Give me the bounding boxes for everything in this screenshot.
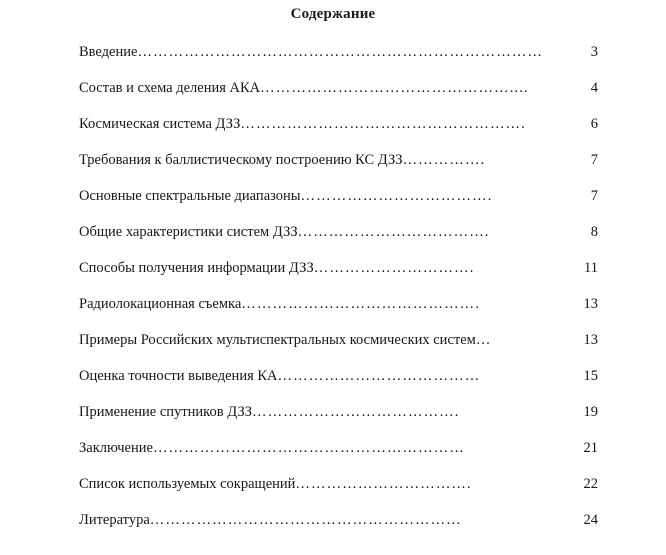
toc-entry-leader: ……………. bbox=[402, 153, 486, 168]
toc-entry-page-number: 24 bbox=[583, 513, 598, 528]
page-title: Содержание bbox=[290, 6, 376, 22]
toc-entry[interactable] bbox=[79, 45, 598, 81]
toc-entry-page-number: 13 bbox=[583, 297, 598, 312]
toc-entry-label: Основные спектральные диапазоны bbox=[79, 189, 301, 204]
toc-entry-leader: ………………………………. bbox=[297, 225, 490, 240]
toc-entry[interactable] bbox=[79, 405, 598, 441]
toc-entry-leader: ………………………………… bbox=[277, 369, 481, 384]
toc-entry-page-number: 13 bbox=[583, 333, 598, 348]
toc-entry-label: Литература bbox=[79, 513, 150, 528]
toc-entry-page-number: 4 bbox=[590, 81, 598, 96]
toc-entry-label: Оценка точности выведения КА bbox=[79, 369, 278, 384]
toc-entry-leader: … bbox=[475, 333, 492, 348]
toc-entry-label: Примеры Российских мультиспектральных космических систем bbox=[79, 333, 476, 348]
toc-entry-label: Заключение bbox=[79, 441, 153, 456]
toc-entry-page-number: 15 bbox=[583, 369, 598, 384]
toc-entry-leader: ………………………………. bbox=[300, 189, 493, 204]
toc-entry-leader: …………………………………………………………………… bbox=[137, 45, 544, 60]
toc-entry-leader: ……………………………. bbox=[295, 477, 472, 492]
toc-entry-leader: …………………………………………………… bbox=[152, 441, 465, 456]
toc-entry[interactable] bbox=[79, 117, 598, 153]
toc-entry-page-number: 19 bbox=[583, 405, 598, 420]
toc-entry[interactable] bbox=[79, 225, 598, 261]
toc-entry-label: Требования к баллистическому построению КС ДЗЗ bbox=[79, 153, 403, 168]
toc-entry-page-number: 22 bbox=[583, 477, 598, 492]
toc-entry-page-number: 7 bbox=[590, 189, 598, 204]
table-of-contents bbox=[0, 45, 666, 549]
toc-entry[interactable] bbox=[79, 513, 598, 549]
toc-entry-leader: …………………………………. bbox=[251, 405, 460, 420]
toc-entry-label: Способы получения информации ДЗЗ bbox=[79, 261, 314, 276]
toc-entry-label: Радиолокационная съемка bbox=[79, 297, 242, 312]
toc-entry-page-number: 11 bbox=[584, 261, 598, 276]
toc-entry-page-number: 21 bbox=[583, 441, 598, 456]
toc-entry-page-number: 6 bbox=[590, 117, 598, 132]
toc-entry[interactable] bbox=[79, 261, 598, 297]
document-page bbox=[0, 6, 666, 555]
toc-entry[interactable] bbox=[79, 369, 598, 405]
toc-entry[interactable] bbox=[79, 153, 598, 189]
toc-entry-label: Введение bbox=[79, 45, 138, 60]
toc-entry-label: Список используемых сокращений bbox=[79, 477, 296, 492]
toc-entry-leader: ………………………………………………. bbox=[240, 117, 526, 132]
toc-entry-page-number: 7 bbox=[590, 153, 598, 168]
toc-entry-label: Применение спутников ДЗЗ bbox=[79, 405, 252, 420]
toc-entry[interactable] bbox=[79, 477, 598, 513]
toc-entry[interactable] bbox=[79, 297, 598, 333]
toc-entry[interactable] bbox=[79, 189, 598, 225]
toc-entry-label: Космическая система ДЗЗ bbox=[79, 117, 241, 132]
toc-entry[interactable] bbox=[79, 333, 598, 369]
toc-entry-leader: …………………………. bbox=[313, 261, 475, 276]
toc-entry[interactable] bbox=[79, 441, 598, 477]
toc-entry[interactable] bbox=[79, 81, 598, 117]
toc-entry-leader: ………………………………………….... bbox=[260, 81, 529, 96]
toc-entry-page-number: 8 bbox=[590, 225, 598, 240]
toc-entry-leader: ………………………………………. bbox=[241, 297, 481, 312]
toc-entry-label: Состав и схема деления АКА bbox=[79, 81, 261, 96]
toc-entry-label: Общие характеристики систем ДЗЗ bbox=[79, 225, 298, 240]
toc-entry-page-number: 3 bbox=[590, 45, 598, 60]
toc-entry-leader: …………………………………………………… bbox=[149, 513, 462, 528]
